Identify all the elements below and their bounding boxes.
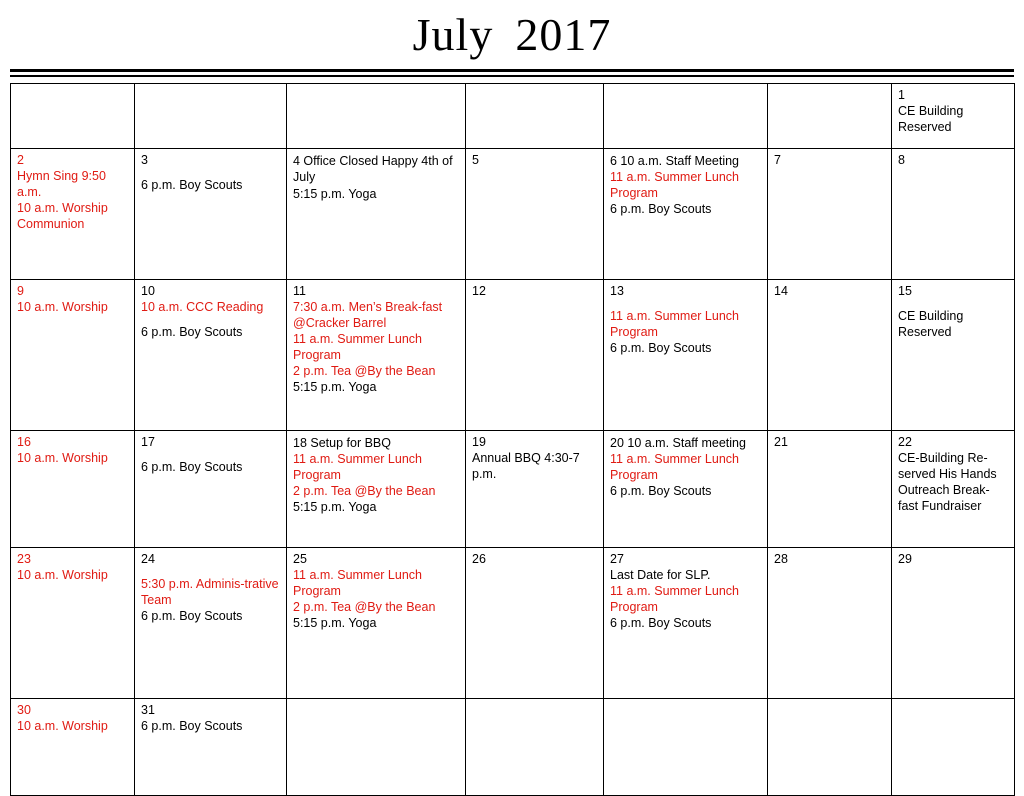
calendar-week-row	[11, 279, 1015, 430]
day-number: 23	[17, 551, 31, 566]
calendar-day-cell-11[interactable]	[287, 279, 466, 430]
event-text: Setup for BBQ	[306, 435, 391, 450]
calendar-day-cell-empty[interactable]	[287, 83, 466, 148]
event-spacer	[141, 168, 281, 177]
event-text: 10 a.m. Worship	[17, 451, 108, 466]
event-text: 2 p.m. Tea @By the Bean	[293, 364, 436, 379]
calendar-day-cell-25[interactable]	[287, 547, 466, 698]
day-number: 22	[898, 434, 912, 449]
day-number: 20	[610, 435, 624, 450]
day-number: 28	[774, 551, 788, 566]
event-text: 11 a.m. Summer Lunch Program	[293, 332, 422, 363]
calendar-day-cell-21[interactable]	[768, 430, 892, 547]
event-text: 5:15 p.m. Yoga	[293, 500, 377, 515]
calendar-table	[10, 83, 1015, 796]
page-title	[0, 0, 1024, 67]
day-number: 4	[293, 153, 300, 168]
calendar-day-cell-13[interactable]	[604, 279, 768, 430]
day-number: 5	[472, 152, 479, 167]
event-text: 6 p.m. Boy Scouts	[610, 341, 712, 356]
title-divider	[10, 69, 1014, 77]
calendar-day-cell-8[interactable]	[892, 148, 1015, 279]
calendar-day-cell-5[interactable]	[466, 148, 604, 279]
event-text: 11 a.m. Summer Lunch Program	[610, 452, 739, 483]
day-number: 15	[898, 283, 912, 298]
calendar-week-row	[11, 547, 1015, 698]
event-spacer	[898, 299, 1009, 308]
event-text: 6 p.m. Boy Scouts	[141, 460, 243, 475]
calendar-day-cell-6[interactable]	[604, 148, 768, 279]
calendar-day-cell-23[interactable]	[11, 547, 135, 698]
event-text: CE Building Reserved	[898, 309, 964, 340]
calendar-day-cell-27[interactable]	[604, 547, 768, 698]
event-spacer	[141, 450, 281, 459]
event-text: Last Date for SLP.	[610, 568, 711, 583]
day-number: 16	[17, 434, 31, 449]
event-text: 10 a.m. CCC Reading	[141, 300, 264, 315]
day-number: 1	[898, 87, 905, 102]
title-month: July	[412, 9, 494, 60]
day-number: 6	[610, 153, 617, 168]
calendar-day-cell-7[interactable]	[768, 148, 892, 279]
day-number: 12	[472, 283, 486, 298]
event-text: 10 a.m. Worship	[17, 568, 108, 583]
event-text: 11 a.m. Summer Lunch Program	[610, 309, 739, 340]
day-number: 2	[17, 152, 24, 167]
calendar-day-cell-26[interactable]	[466, 547, 604, 698]
event-text: 6 p.m. Boy Scouts	[141, 178, 243, 193]
event-text: 2 p.m. Tea @By the Bean	[293, 600, 436, 615]
day-number: 21	[774, 434, 788, 449]
day-number: 13	[610, 283, 624, 298]
day-number: 14	[774, 283, 788, 298]
calendar-day-cell-empty[interactable]	[11, 83, 135, 148]
calendar-week-row	[11, 83, 1015, 148]
calendar-day-cell-empty[interactable]	[466, 83, 604, 148]
calendar-day-cell-22[interactable]	[892, 430, 1015, 547]
event-text: 6 p.m. Boy Scouts	[141, 609, 243, 624]
day-number: 24	[141, 551, 155, 566]
event-text: Hymn Sing 9:50 a.m.	[17, 169, 106, 200]
event-text: 11 a.m. Summer Lunch Program	[610, 584, 739, 615]
calendar-week-row	[11, 148, 1015, 279]
event-text: 7:30 a.m. Men’s Break-fast @Cracker Barrel	[293, 300, 443, 331]
title-year: 2017	[515, 9, 612, 60]
event-text: 5:15 p.m. Yoga	[293, 380, 377, 395]
event-text: 10 a.m. Staff meeting	[623, 435, 746, 450]
event-spacer	[141, 567, 281, 576]
day-number: 3	[141, 152, 148, 167]
day-number: 11	[293, 283, 306, 298]
calendar-day-cell-24[interactable]	[135, 547, 287, 698]
calendar-day-cell-18[interactable]	[287, 430, 466, 547]
day-number: 7	[774, 152, 781, 167]
event-text: 5:15 p.m. Yoga	[293, 187, 377, 202]
event-text: 11 a.m. Summer Lunch Program	[610, 170, 739, 201]
event-text: 10 a.m. Worship	[17, 719, 108, 734]
day-number: 27	[610, 551, 624, 566]
day-number: 8	[898, 152, 905, 167]
event-text: Annual BBQ 4:30-7 p.m.	[472, 451, 580, 482]
calendar-day-cell-10[interactable]	[135, 279, 287, 430]
event-text: 11 a.m. Summer Lunch Program	[293, 452, 422, 483]
event-text: Office Closed Happy 4th of July	[293, 153, 453, 185]
calendar-day-cell-empty[interactable]	[135, 83, 287, 148]
calendar-week-row	[11, 430, 1015, 547]
calendar-day-cell-empty[interactable]	[768, 83, 892, 148]
calendar-day-cell-empty[interactable]	[604, 83, 768, 148]
calendar-day-cell-2[interactable]	[11, 148, 135, 279]
calendar-day-cell-17[interactable]	[135, 430, 287, 547]
event-text: 10 a.m. Worship	[17, 300, 108, 315]
event-spacer	[141, 315, 281, 324]
day-number: 25	[293, 551, 307, 566]
calendar-day-cell-16[interactable]	[11, 430, 135, 547]
calendar-day-cell-4[interactable]	[287, 148, 466, 279]
event-spacer	[610, 299, 762, 308]
event-text: 10 a.m. Staff Meeting	[616, 153, 740, 168]
calendar-day-cell-1[interactable]	[892, 83, 1015, 148]
event-text: CE Building Reserved	[898, 104, 964, 135]
day-number: 18	[293, 435, 307, 450]
calendar-day-cell-20[interactable]	[604, 430, 768, 547]
day-number: 31	[141, 702, 155, 717]
day-number: 10	[141, 283, 155, 298]
event-text: CE-Building Re-served His Hands Outreach Break-fast Fundraiser	[898, 451, 997, 514]
calendar-day-cell-19[interactable]	[466, 430, 604, 547]
event-text: 2 p.m. Tea @By the Bean	[293, 484, 436, 499]
event-text: 6 p.m. Boy Scouts	[610, 616, 712, 631]
calendar-day-cell-15[interactable]	[892, 279, 1015, 430]
day-number: 29	[898, 551, 912, 566]
event-text: 11 a.m. Summer Lunch Program	[293, 568, 422, 599]
day-number: 9	[17, 283, 24, 298]
day-number: 19	[472, 434, 486, 449]
event-text: 5:30 p.m. Adminis-trative Team	[141, 577, 279, 608]
calendar-day-cell-28[interactable]	[768, 547, 892, 698]
calendar-day-cell-3[interactable]	[135, 148, 287, 279]
event-text: 10 a.m. Worship Communion	[17, 201, 108, 232]
day-number: 30	[17, 702, 31, 717]
day-number: 17	[141, 434, 155, 449]
event-text: 6 p.m. Boy Scouts	[141, 719, 243, 734]
calendar-day-cell-12[interactable]	[466, 279, 604, 430]
event-text: 6 p.m. Boy Scouts	[141, 325, 243, 340]
calendar-day-cell-14[interactable]	[768, 279, 892, 430]
day-number: 26	[472, 551, 486, 566]
calendar-day-cell-9[interactable]	[11, 279, 135, 430]
calendar-container	[10, 83, 1014, 796]
event-text: 6 p.m. Boy Scouts	[610, 484, 712, 499]
event-text: 6 p.m. Boy Scouts	[610, 202, 712, 217]
event-text: 5:15 p.m. Yoga	[293, 616, 377, 631]
calendar-day-cell-29[interactable]	[892, 547, 1015, 698]
